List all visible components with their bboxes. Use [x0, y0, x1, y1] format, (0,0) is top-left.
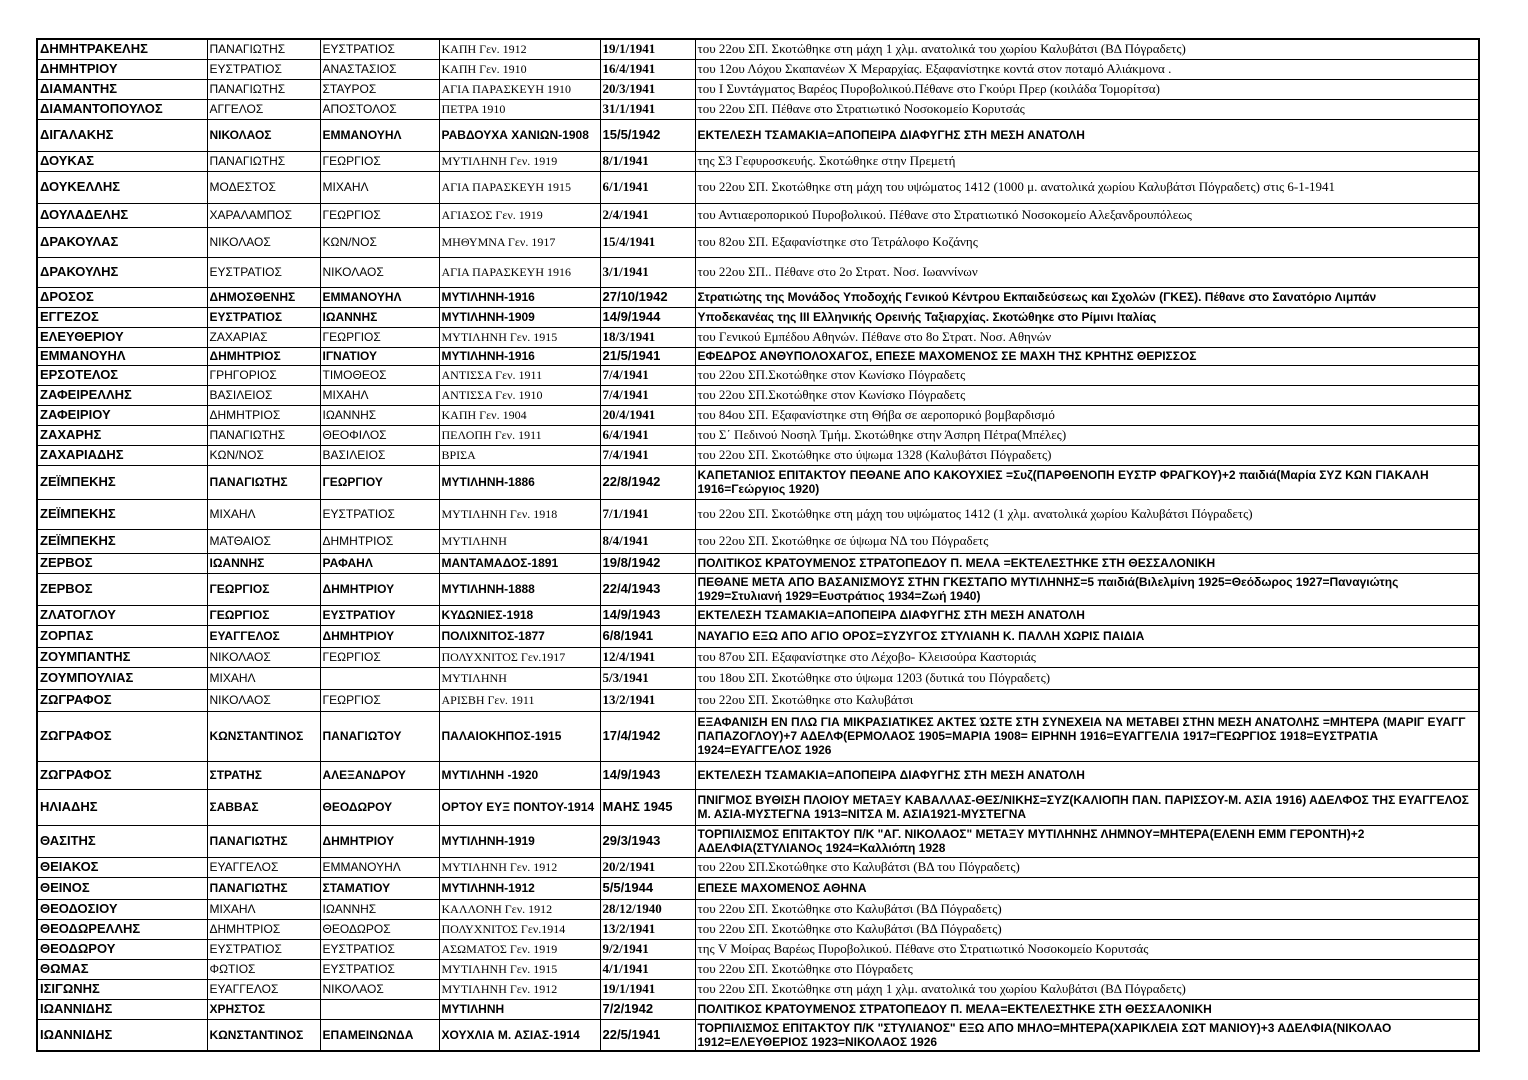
note-cell: του 22ου ΣΠ. Σκοτώθηκε στο Καλυβάτσι (ΒΔ Πόγραδετς) [695, 919, 1479, 939]
father-name-cell: ΓΕΩΡΓΙΟΥ [320, 465, 439, 499]
note-cell: ΕΚΤΕΛΕΣΗ ΤΣΑΜΑΚΙΑ=ΑΠΟΠΕΙΡΑ ΔΙΑΦΥΓΗΣ ΣΤΗ ΜΕΣΗ ΑΝΑΤΟΛΗ [695, 119, 1479, 151]
origin-cell: ΜΥΤΙΛΗΝΗ Γεν. 1912 [439, 857, 600, 877]
date-cell: 15/4/1941 [600, 227, 695, 257]
first-name-cell: ΕΥΣΤΡΑΤΙΟΣ [207, 939, 320, 959]
first-name-cell: ΠΑΝΑΓΙΩΤΗΣ [207, 39, 320, 59]
note-cell: ΠΝΙΓΜΟΣ ΒΥΘΙΣΗ ΠΛΟΙΟΥ ΜΕΤΑΞΥ ΚΑΒΑΛΛΑΣ-ΘΕΣ/ΝΙΚΗΣ=ΣΥΖ(ΚΑΛΙΟΠΗ ΠΑΝ. ΠΑΡΙΣΣΟΥ-Μ. ΑΣΙΑ 1916) ΑΔΕΛΦΟΣ ΤΗΣ ΕΥΑΓΓΕΛΟΣ Μ. ΑΣΙΑ-ΜΥΣΤΕΓΝΑ 1913=ΝΙΤΣΑ Μ. ΑΣΙΑ1921-ΜΥΣΤΕΓΝΑ [695, 789, 1479, 825]
first-name-cell: ΜΙΧΑΗΛ [207, 899, 320, 919]
note-cell: ΤΟΡΠΙΛΙΣΜΟΣ ΕΠΙΤΑΚΤΟΥ Π/Κ "ΣΤΥΛΙΑΝΟΣ" ΕΞΩ ΑΠΟ ΜΗΛΟ=ΜΗΤΕΡΑ(ΧΑΡΙΚΛΕΙΑ ΣΩΤ ΜΑΝΙΟΥ)+3 ΑΔΕΛΦΙΑ(ΝΙΚΟΛΑΟ 1912=ΕΛΕΥΘΕΡΙΟΣ 1923=ΝΙΚΟΛΑΟΣ 1926 [695, 1019, 1479, 1051]
first-name-cell: ΜΙΧΑΗΛ [207, 499, 320, 529]
note-cell: του Αντιαεροπορικού Πυροβολικού. Πέθανε στο Στρατιωτικό Νοσοκομείο Αλεξανδρουπόλεως [695, 203, 1479, 227]
note-cell: του 22ου ΣΠ. Σκοτώθηκε στη μάχη του υψώματος 1412 (1000 μ. ανατολικά χωρίου Καλυβάτσι Πόγραδετς) στις 6-1-1941 [695, 171, 1479, 203]
father-name-cell: ΔΗΜΗΤΡΙΟΣ [320, 529, 439, 553]
origin-cell: ΑΝΤΙΣΣΑ Γεν. 1910 [439, 385, 600, 405]
first-name-cell: ΔΗΜΗΤΡΙΟΣ [207, 919, 320, 939]
first-name-cell: ΜΟΔΕΣΤΟΣ [207, 171, 320, 203]
origin-cell: ΜΥΤΙΛΗΝΗ-1916 [439, 287, 600, 307]
date-cell: 8/1/1941 [600, 151, 695, 171]
table-row [37, 1019, 1479, 1051]
origin-cell: ΠΑΛΑΙΟΚΗΠΟΣ-1915 [439, 711, 600, 761]
note-cell: του 22ου ΣΠ.Σκοτώθηκε στο Καλυβάτσι (ΒΔ του Πόγραδετς) [695, 857, 1479, 877]
father-name-cell: ΝΙΚΟΛΑΟΣ [320, 257, 439, 287]
father-name-cell: ΔΗΜΗΤΡΙΟΥ [320, 625, 439, 647]
surname-cell: ΔΗΜΗΤΡΙΟΥ [37, 59, 207, 79]
origin-cell: ΜΥΤΙΛΗΝΗ-1919 [439, 825, 600, 857]
date-cell: 17/4/1942 [600, 711, 695, 761]
surname-cell: ΔΗΜΗΤΡΑΚΕΛΗΣ [37, 39, 207, 59]
first-name-cell: ΠΑΝΑΓΙΩΤΗΣ [207, 425, 320, 445]
date-cell: 18/3/1941 [600, 327, 695, 347]
father-name-cell [320, 999, 439, 1019]
date-cell: 13/2/1941 [600, 919, 695, 939]
date-cell: 22/8/1942 [600, 465, 695, 499]
table-row [37, 979, 1479, 999]
table-row [37, 203, 1479, 227]
origin-cell: ΚΥΔΩΝΙΕΣ-1918 [439, 605, 600, 625]
origin-cell: ΠΟΛΥΧΝΙΤΟΣ Γεν.1914 [439, 919, 600, 939]
surname-cell: ΔΙΑΜΑΝΤΗΣ [37, 79, 207, 99]
table-row [37, 79, 1479, 99]
note-cell: Υποδεκανέας της ΙΙΙ Ελληνικής Ορεινής Ταξιαρχίας. Σκοτώθηκε στο Ρίμινι Ιταλίας [695, 307, 1479, 327]
date-cell: 9/2/1941 [600, 939, 695, 959]
note-cell: ΕΦΕΔΡΟΣ ΑΝΘΥΠΟΛΟΧΑΓΟΣ, ΕΠΕΣΕ ΜΑΧΟΜΕΝΟΣ ΣΕ ΜΑΧΗ ΤΗΣ ΚΡΗΤΗΣ ΘΕΡΙΣΣΟΣ [695, 347, 1479, 365]
origin-cell: ΚΑΛΛΟΝΗ Γεν. 1912 [439, 899, 600, 919]
note-cell: ΕΚΤΕΛΕΣΗ ΤΣΑΜΑΚΙΑ=ΑΠΟΠΕΙΡΑ ΔΙΑΦΥΓΗΣ ΣΤΗ ΜΕΣΗ ΑΝΑΤΟΛΗ [695, 605, 1479, 625]
father-name-cell: ΔΗΜΗΤΡΙΟΥ [320, 825, 439, 857]
first-name-cell: ΠΑΝΑΓΙΩΤΗΣ [207, 79, 320, 99]
origin-cell: ΠΟΛΙΧΝΙΤΟΣ-1877 [439, 625, 600, 647]
first-name-cell: ΔΗΜΗΤΡΙΟΣ [207, 347, 320, 365]
surname-cell: ΕΜΜΑΝΟΥΗΛ [37, 347, 207, 365]
father-name-cell: ΘΕΟΔΩΡΟΣ [320, 919, 439, 939]
date-cell: 20/3/1941 [600, 79, 695, 99]
note-cell: του 22ου ΣΠ.Σκοτώθηκε στον Κωνίσκο Πόγραδετς [695, 385, 1479, 405]
origin-cell: ΑΓΙΑ ΠΑΡΑΣΚΕΥΗ 1910 [439, 79, 600, 99]
surname-cell: ΘΕΟΔΩΡΕΛΛΗΣ [37, 919, 207, 939]
father-name-cell: ΕΠΑΜΕΙΝΩΝΔΑ [320, 1019, 439, 1051]
table-row [37, 39, 1479, 59]
origin-cell: ΜΗΘΥΜΝΑ Γεν. 1917 [439, 227, 600, 257]
first-name-cell: ΕΥΣΤΡΑΤΙΟΣ [207, 257, 320, 287]
father-name-cell: ΤΙΜΟΘΕΟΣ [320, 365, 439, 385]
table-row [37, 257, 1479, 287]
date-cell: 21/5/1941 [600, 347, 695, 365]
origin-cell: ΜΥΤΙΛΗΝΗ Γεν. 1912 [439, 979, 600, 999]
surname-cell: ΕΓΓΕΖΟΣ [37, 307, 207, 327]
father-name-cell: ΣΤΑΜΑΤΙΟΥ [320, 877, 439, 899]
surname-cell: ΖΟΥΜΠΑΝΤΗΣ [37, 647, 207, 667]
surname-cell: ΖΛΑΤΟΓΛΟΥ [37, 605, 207, 625]
origin-cell: ΑΓΙΑ ΠΑΡΑΣΚΕΥΗ 1915 [439, 171, 600, 203]
first-name-cell: ΚΩΝΣΤΑΝΤΙΝΟΣ [207, 711, 320, 761]
father-name-cell: ΑΝΑΣΤΑΣΙΟΣ [320, 59, 439, 79]
table-row [37, 553, 1479, 573]
table-row [37, 711, 1479, 761]
note-cell: του 22ου ΣΠ. Πέθανε στο Στρατιωτικό Νοσοκομείο Κορυτσάς [695, 99, 1479, 119]
date-cell: ΜΑΗΣ 1945 [600, 789, 695, 825]
first-name-cell: ΠΑΝΑΓΙΩΤΗΣ [207, 825, 320, 857]
origin-cell: ΜΥΤΙΛΗΝΗ-1912 [439, 877, 600, 899]
father-name-cell: ΜΙΧΑΗΛ [320, 385, 439, 405]
surname-cell: ΖΕΪΜΠΕΚΗΣ [37, 529, 207, 553]
date-cell: 5/3/1941 [600, 667, 695, 689]
father-name-cell: ΕΥΣΤΡΑΤΙΟΥ [320, 605, 439, 625]
first-name-cell: ΓΡΗΓΟΡΙΟΣ [207, 365, 320, 385]
father-name-cell: ΕΜΜΑΝΟΥΗΛ [320, 857, 439, 877]
note-cell: του 82ου ΣΠ. Εξαφανίστηκε στο Τετράλοφο Κοζάνης [695, 227, 1479, 257]
father-name-cell: ΓΕΩΡΓΙΟΣ [320, 151, 439, 171]
date-cell: 6/4/1941 [600, 425, 695, 445]
note-cell: ΠΟΛΙΤΙΚΟΣ ΚΡΑΤΟΥΜΕΝΟΣ ΣΤΡΑΤΟΠΕΔΟΥ Π. ΜΕΛΑ=ΕΚΤΕΛΕΣΤΗΚΕ ΣΤΗ ΘΕΣΣΑΛΟΝΙΚΗ [695, 999, 1479, 1019]
father-name-cell: ΣΤΑΥΡΟΣ [320, 79, 439, 99]
table-row [37, 151, 1479, 171]
first-name-cell: ΣΤΡΑΤΗΣ [207, 761, 320, 789]
origin-cell: ΜΥΤΙΛΗΝΗ-1888 [439, 573, 600, 605]
father-name-cell: ΕΜΜΑΝΟΥΗΛ [320, 119, 439, 151]
date-cell: 31/1/1941 [600, 99, 695, 119]
table-row [37, 625, 1479, 647]
origin-cell: ΜΥΤΙΛΗΝΗ-1886 [439, 465, 600, 499]
table-row [37, 605, 1479, 625]
note-cell: του 22ου ΣΠ. Σκοτώθηκε σε ύψωμα ΝΔ του Πόγραδετς [695, 529, 1479, 553]
date-cell: 13/2/1941 [600, 689, 695, 711]
table-row [37, 385, 1479, 405]
table-row [37, 761, 1479, 789]
table-row [37, 327, 1479, 347]
first-name-cell: ΕΥΣΤΡΑΤΙΟΣ [207, 307, 320, 327]
table-row [37, 939, 1479, 959]
surname-cell: ΕΡΣΟΤΕΛΟΣ [37, 365, 207, 385]
father-name-cell: ΓΕΩΡΓΙΟΣ [320, 327, 439, 347]
origin-cell: ΑΣΩΜΑΤΟΣ Γεν. 1919 [439, 939, 600, 959]
note-cell: του 22ου ΣΠ. Σκοτώθηκε στο Καλυβάτσι [695, 689, 1479, 711]
table-row [37, 171, 1479, 203]
table-row [37, 689, 1479, 711]
table-row [37, 999, 1479, 1019]
table-row [37, 919, 1479, 939]
note-cell: ΕΚΤΕΛΕΣΗ ΤΣΑΜΑΚΙΑ=ΑΠΟΠΕΙΡΑ ΔΙΑΦΥΓΗΣ ΣΤΗ ΜΕΣΗ ΑΝΑΤΟΛΗ [695, 761, 1479, 789]
first-name-cell: ΜΙΧΑΗΛ [207, 667, 320, 689]
origin-cell: ΑΓΙΑ ΠΑΡΑΣΚΕΥΗ 1916 [439, 257, 600, 287]
date-cell: 22/5/1941 [600, 1019, 695, 1051]
origin-cell: ΚΑΠΗ Γεν. 1904 [439, 405, 600, 425]
surname-cell: ΘΕΙΑΚΟΣ [37, 857, 207, 877]
first-name-cell: ΧΑΡΑΛΑΜΠΟΣ [207, 203, 320, 227]
date-cell: 14/9/1943 [600, 605, 695, 625]
father-name-cell: ΕΥΣΤΡΑΤΙΟΣ [320, 499, 439, 529]
first-name-cell: ΒΑΣΙΛΕΙΟΣ [207, 385, 320, 405]
father-name-cell: ΑΠΟΣΤΟΛΟΣ [320, 99, 439, 119]
surname-cell: ΔΡΑΚΟΥΛΗΣ [37, 257, 207, 287]
first-name-cell: ΓΕΩΡΓΙΟΣ [207, 605, 320, 625]
note-cell: του 18ου ΣΠ. Σκοτώθηκε στο ύψωμα 1203 (δυτικά του Πόγραδετς) [695, 667, 1479, 689]
surname-cell: ΙΩΑΝΝΙΔΗΣ [37, 1019, 207, 1051]
origin-cell: ΜΥΤΙΛΗΝΗ Γεν. 1915 [439, 959, 600, 979]
table-row [37, 573, 1479, 605]
surname-cell: ΖΟΥΜΠΟΥΛΙΑΣ [37, 667, 207, 689]
father-name-cell: ΕΥΣΤΡΑΤΙΟΣ [320, 939, 439, 959]
surname-cell: ΖΕΡΒΟΣ [37, 553, 207, 573]
origin-cell: ΚΑΠΗ Γεν. 1910 [439, 59, 600, 79]
surname-cell: ΖΩΓΡΑΦΟΣ [37, 689, 207, 711]
table-row [37, 307, 1479, 327]
father-name-cell: ΙΩΑΝΝΗΣ [320, 307, 439, 327]
note-cell: του Γενικού Εμπέδου Αθηνών. Πέθανε στο 8ο Στρατ. Νοσ. Αθηνών [695, 327, 1479, 347]
origin-cell: ΠΕΤΡΑ 1910 [439, 99, 600, 119]
date-cell: 7/1/1941 [600, 499, 695, 529]
table-row [37, 499, 1479, 529]
date-cell: 14/9/1944 [600, 307, 695, 327]
first-name-cell: ΕΥΑΓΓΕΛΟΣ [207, 979, 320, 999]
surname-cell: ΙΣΙΓΩΝΗΣ [37, 979, 207, 999]
first-name-cell: ΕΥΣΤΡΑΤΙΟΣ [207, 59, 320, 79]
note-cell: του 22ου ΣΠ. Σκοτώθηκε στη μάχη 1 χλμ. ανατολικά του χωρίου Καλυβάτσι (ΒΔ Πόγραδετς) [695, 39, 1479, 59]
origin-cell: ΜΥΤΙΛΗΝΗ Γεν. 1915 [439, 327, 600, 347]
father-name-cell: ΒΑΣΙΛΕΙΟΣ [320, 445, 439, 465]
first-name-cell: ΙΩΑΝΝΗΣ [207, 553, 320, 573]
surname-cell: ΖΑΧΑΡΗΣ [37, 425, 207, 445]
surname-cell: ΔΟΥΚΑΣ [37, 151, 207, 171]
father-name-cell: ΝΙΚΟΛΑΟΣ [320, 979, 439, 999]
note-cell: του Ι Συντάγματος Βαρέος Πυροβολικού.Πέθανε στο Γκούρι Πρερ (κοιλάδα Τομορίτσα) [695, 79, 1479, 99]
table-row [37, 465, 1479, 499]
first-name-cell: ΦΩΤΙΟΣ [207, 959, 320, 979]
origin-cell: ΟΡΤΟΥ ΕΥΞ ΠΟΝΤΟΥ-1914 [439, 789, 600, 825]
surname-cell: ΖΩΓΡΑΦΟΣ [37, 761, 207, 789]
first-name-cell: ΖΑΧΑΡΙΑΣ [207, 327, 320, 347]
table-row [37, 445, 1479, 465]
first-name-cell: ΔΗΜΗΤΡΙΟΣ [207, 405, 320, 425]
origin-cell: ΜΥΤΙΛΗΝΗ [439, 999, 600, 1019]
table-row [37, 287, 1479, 307]
table-row [37, 789, 1479, 825]
table-row [37, 365, 1479, 385]
date-cell: 29/3/1943 [600, 825, 695, 857]
date-cell: 8/4/1941 [600, 529, 695, 553]
surname-cell: ΔΙΓΑΛΑΚΗΣ [37, 119, 207, 151]
surname-cell: ΖΩΓΡΑΦΟΣ [37, 711, 207, 761]
father-name-cell: ΙΩΑΝΝΗΣ [320, 405, 439, 425]
table-row [37, 425, 1479, 445]
date-cell: 27/10/1942 [600, 287, 695, 307]
table-row [37, 877, 1479, 899]
date-cell: 7/4/1941 [600, 385, 695, 405]
father-name-cell: ΘΕΟΔΩΡΟΥ [320, 789, 439, 825]
surname-cell: ΘΑΣΙΤΗΣ [37, 825, 207, 857]
origin-cell: ΜΥΤΙΛΗΝΗ -1920 [439, 761, 600, 789]
first-name-cell: ΑΓΓΕΛΟΣ [207, 99, 320, 119]
note-cell: Στρατιώτης της Μονάδος Υποδοχής Γενικού Κέντρου Εκπαιδεύσεως και Σχολών (ΓΚΕΣ). Πέθανε στο Σανατόριο Λιμπάν [695, 287, 1479, 307]
date-cell: 12/4/1941 [600, 647, 695, 667]
date-cell: 22/4/1943 [600, 573, 695, 605]
origin-cell: ΑΝΤΙΣΣΑ Γεν. 1911 [439, 365, 600, 385]
father-name-cell: ΑΛΕΞΑΝΔΡΟΥ [320, 761, 439, 789]
surname-cell: ΘΕΟΔΩΡΟΥ [37, 939, 207, 959]
father-name-cell: ΚΩΝ/ΝΟΣ [320, 227, 439, 257]
origin-cell: ΡΑΒΔΟΥΧΑ ΧΑΝΙΩΝ-1908 [439, 119, 600, 151]
date-cell: 2/4/1941 [600, 203, 695, 227]
father-name-cell: ΕΜΜΑΝΟΥΗΛ [320, 287, 439, 307]
first-name-cell: ΚΩΝΣΤΑΝΤΙΝΟΣ [207, 1019, 320, 1051]
first-name-cell: ΕΥΑΓΓΕΛΟΣ [207, 857, 320, 877]
origin-cell: ΜΥΤΙΛΗΝΗ-1909 [439, 307, 600, 327]
surname-cell: ΖΕΪΜΠΕΚΗΣ [37, 499, 207, 529]
table-row [37, 899, 1479, 919]
table-row [37, 99, 1479, 119]
surname-cell: ΘΩΜΑΣ [37, 959, 207, 979]
father-name-cell: ΡΑΦΑΗΛ [320, 553, 439, 573]
surname-cell: ΖΑΦΕΙΡΙΟΥ [37, 405, 207, 425]
date-cell: 19/1/1941 [600, 979, 695, 999]
date-cell: 20/4/1941 [600, 405, 695, 425]
table-row [37, 227, 1479, 257]
date-cell: 16/4/1941 [600, 59, 695, 79]
father-name-cell: ΓΕΩΡΓΙΟΣ [320, 689, 439, 711]
father-name-cell: ΙΩΑΝΝΗΣ [320, 899, 439, 919]
origin-cell: ΑΓΙΑΣΟΣ Γεν. 1919 [439, 203, 600, 227]
table-row [37, 857, 1479, 877]
date-cell: 5/5/1944 [600, 877, 695, 899]
father-name-cell: ΜΙΧΑΗΛ [320, 171, 439, 203]
note-cell: ΚΑΠΕΤΑΝΙΟΣ ΕΠΙΤΑΚΤΟΥ ΠΕΘΑΝΕ ΑΠΟ ΚΑΚΟΥΧΙΕΣ =Συζ(ΠΑΡΘΕΝΟΠΗ ΕΥΣΤΡ ΦΡΑΓΚΟΥ)+2 παιδιά(Μαρία ΣΥΖ ΚΩΝ ΓΙΑΚΑΛΗ 1916=Γεώργιος 1920) [695, 465, 1479, 499]
date-cell: 6/8/1941 [600, 625, 695, 647]
origin-cell: ΠΕΛΟΠΗ Γεν. 1911 [439, 425, 600, 445]
first-name-cell: ΝΙΚΟΛΑΟΣ [207, 689, 320, 711]
origin-cell: ΜΥΤΙΛΗΝΗ [439, 667, 600, 689]
father-name-cell: ΕΥΣΤΡΑΤΙΟΣ [320, 959, 439, 979]
surname-cell: ΙΩΑΝΝΙΔΗΣ [37, 999, 207, 1019]
origin-cell: ΒΡΙΣΑ [439, 445, 600, 465]
casualty-roster-table [36, 38, 1480, 1052]
note-cell: ΕΞΑΦΑΝΙΣΗ ΕΝ ΠΛΩ ΓΙΑ ΜΙΚΡΑΣΙΑΤΙΚΕΣ ΑΚΤΕΣ ΏΣΤΕ ΣΤΗ ΣΥΝΕΧΕΙΑ ΝΑ ΜΕΤΑΒΕΙ ΣΤΗΝ ΜΕΣΗ ΑΝΑΤΟΛΗΣ =ΜΗΤΕΡΑ (ΜΑΡΙΓ ΕΥΑΓΓ ΠΑΠΑΖΟΓΛΟΥ)+7 ΑΔΕΛΦ(ΕΡΜΟΛΑΟΣ 1905=ΜΑΡΙΑ 1908= ΕΙΡΗΝΗ 1916=ΕΥΑΓΓΕΛΙΑ 1917=ΓΕΩΡΓΙΟΣ 1918=ΕΥΣΤΡΑΤΙΑ 1924=ΕΥΑΓΓΕΛΟΣ 1926 [695, 711, 1479, 761]
origin-cell: ΧΟΥΧΛΙΑ Μ. ΑΣΙΑΣ-1914 [439, 1019, 600, 1051]
surname-cell: ΔΙΑΜΑΝΤΟΠΟΥΛΟΣ [37, 99, 207, 119]
note-cell: του 22ου ΣΠ.Σκοτώθηκε στον Κωνίσκο Πόγραδετς [695, 365, 1479, 385]
table-row [37, 405, 1479, 425]
date-cell: 7/2/1942 [600, 999, 695, 1019]
table-row [37, 825, 1479, 857]
father-name-cell: ΔΗΜΗΤΡΙΟΥ [320, 573, 439, 605]
note-cell: ΕΠΕΣΕ ΜΑΧΟΜΕΝΟΣ ΑΘΗΝΑ [695, 877, 1479, 899]
origin-cell: ΜΥΤΙΛΗΝΗ Γεν. 1918 [439, 499, 600, 529]
first-name-cell: ΝΙΚΟΛΑΟΣ [207, 119, 320, 151]
date-cell: 4/1/1941 [600, 959, 695, 979]
surname-cell: ΘΕΟΔΟΣΙΟΥ [37, 899, 207, 919]
father-name-cell: ΕΥΣΤΡΑΤΙΟΣ [320, 39, 439, 59]
first-name-cell: ΚΩΝ/ΝΟΣ [207, 445, 320, 465]
note-cell: του Σ΄ Πεδινού Νοσηλ Τμήμ. Σκοτώθηκε στην Άσπρη Πέτρα(Μπέλες) [695, 425, 1479, 445]
father-name-cell [320, 667, 439, 689]
note-cell: ΝΑΥΑΓΙΟ ΕΞΩ ΑΠΟ ΑΓΙΟ ΟΡΟΣ=ΣΥΖΥΓΟΣ ΣΤΥΛΙΑΝΗ Κ. ΠΑΛΛΗ ΧΩΡΙΣ ΠΑΙΔΙΑ [695, 625, 1479, 647]
first-name-cell: ΓΕΩΡΓΙΟΣ [207, 573, 320, 605]
first-name-cell: ΠΑΝΑΓΙΩΤΗΣ [207, 465, 320, 499]
date-cell: 20/2/1941 [600, 857, 695, 877]
origin-cell: ΜΑΝΤΑΜΑΔΟΣ-1891 [439, 553, 600, 573]
surname-cell: ΖΟΡΠΑΣ [37, 625, 207, 647]
first-name-cell: ΝΙΚΟΛΑΟΣ [207, 227, 320, 257]
table-row [37, 59, 1479, 79]
surname-cell: ΕΛΕΥΘΕΡΙΟΥ [37, 327, 207, 347]
surname-cell: ΘΕΙΝΟΣ [37, 877, 207, 899]
first-name-cell: ΕΥΑΓΓΕΛΟΣ [207, 625, 320, 647]
note-cell: ΠΕΘΑΝΕ ΜΕΤΑ ΑΠΟ ΒΑΣΑΝΙΣΜΟΥΣ ΣΤΗΝ ΓΚΕΣΤΑΠΟ ΜΥΤΙΛΗΝΗΣ=5 παιδιά(Βιλελμίνη 1925=Θεόδωρος 1927=Παναγιώτης 1929=Στυλιανή 1929=Ευστράτιος 1934=Ζωή 1940) [695, 573, 1479, 605]
surname-cell: ΖΑΧΑΡΙΑΔΗΣ [37, 445, 207, 465]
surname-cell: ΖΑΦΕΙΡΕΛΛΗΣ [37, 385, 207, 405]
note-cell: του 22ου ΣΠ. Σκοτώθηκε στη μάχη του υψώματος 1412 (1 χλμ. ανατολικά χωρίου Καλυβάτσι Πόγραδετς) [695, 499, 1479, 529]
date-cell: 7/4/1941 [600, 445, 695, 465]
surname-cell: ΖΕΡΒΟΣ [37, 573, 207, 605]
date-cell: 19/8/1942 [600, 553, 695, 573]
table-row [37, 119, 1479, 151]
surname-cell: ΔΟΥΚΕΛΛΗΣ [37, 171, 207, 203]
note-cell: ΤΟΡΠΙΛΙΣΜΟΣ ΕΠΙΤΑΚΤΟΥ Π/Κ "ΑΓ. ΝΙΚΟΛΑΟΣ" ΜΕΤΑΞΥ ΜΥΤΙΛΗΝΗΣ ΛΗΜΝΟΥ=ΜΗΤΕΡΑ(ΕΛΕΝΗ ΕΜΜ ΓΕΡΟΝΤΗ)+2 ΑΔΕΛΦΙΑ(ΣΤΥΛΙΑΝΟς 1924=Καλλιόπη 1928 [695, 825, 1479, 857]
surname-cell: ΖΕΪΜΠΕΚΗΣ [37, 465, 207, 499]
origin-cell: ΠΟΛΥΧΝΙΤΟΣ Γεν.1917 [439, 647, 600, 667]
date-cell: 3/1/1941 [600, 257, 695, 287]
first-name-cell: ΔΗΜΟΣΘΕΝΗΣ [207, 287, 320, 307]
first-name-cell: ΠΑΝΑΓΙΩΤΗΣ [207, 877, 320, 899]
first-name-cell: ΠΑΝΑΓΙΩΤΗΣ [207, 151, 320, 171]
roster-body [37, 39, 1479, 1051]
first-name-cell: ΧΡΗΣΤΟΣ [207, 999, 320, 1019]
surname-cell: ΔΡΟΣΟΣ [37, 287, 207, 307]
surname-cell: ΔΟΥΛΑΔΕΛΗΣ [37, 203, 207, 227]
table-row [37, 667, 1479, 689]
first-name-cell: ΝΙΚΟΛΑΟΣ [207, 647, 320, 667]
note-cell: της Σ3 Γεφυροσκευής. Σκοτώθηκε στην Πρεμετή [695, 151, 1479, 171]
father-name-cell: ΓΕΩΡΓΙΟΣ [320, 203, 439, 227]
date-cell: 19/1/1941 [600, 39, 695, 59]
first-name-cell: ΣΑΒΒΑΣ [207, 789, 320, 825]
note-cell: του 22ου ΣΠ. Σκοτώθηκε στο Καλυβάτσι (ΒΔ Πόγραδετς) [695, 899, 1479, 919]
table-row [37, 959, 1479, 979]
first-name-cell: ΜΑΤΘΑΙΟΣ [207, 529, 320, 553]
father-name-cell: ΙΓΝΑΤΙΟΥ [320, 347, 439, 365]
note-cell: του 84ου ΣΠ. Εξαφανίστηκε στη Θήβα σε αεροπορικό βομβαρδισμό [695, 405, 1479, 425]
origin-cell: ΜΥΤΙΛΗΝΗ-1916 [439, 347, 600, 365]
date-cell: 28/12/1940 [600, 899, 695, 919]
father-name-cell: ΓΕΩΡΓΙΟΣ [320, 647, 439, 667]
note-cell: του 22ου ΣΠ.. Πέθανε στο 2ο Στρατ. Νοσ. Ιωαννίνων [695, 257, 1479, 287]
origin-cell: ΜΥΤΙΛΗΝΗ Γεν. 1919 [439, 151, 600, 171]
note-cell: της V Μοίρας Βαρέως Πυροβολικού. Πέθανε στο Στρατιωτικό Νοσοκομείο Κορυτσάς [695, 939, 1479, 959]
date-cell: 15/5/1942 [600, 119, 695, 151]
surname-cell: ΗΛΙΑΔΗΣ [37, 789, 207, 825]
surname-cell: ΔΡΑΚΟΥΛΑΣ [37, 227, 207, 257]
father-name-cell: ΠΑΝΑΓΙΩΤΟΥ [320, 711, 439, 761]
date-cell: 7/4/1941 [600, 365, 695, 385]
origin-cell: ΑΡΙΣΒΗ Γεν. 1911 [439, 689, 600, 711]
table-row [37, 347, 1479, 365]
date-cell: 6/1/1941 [600, 171, 695, 203]
note-cell: ΠΟΛΙΤΙΚΟΣ ΚΡΑΤΟΥΜΕΝΟΣ ΣΤΡΑΤΟΠΕΔΟΥ Π. ΜΕΛΑ =ΕΚΤΕΛΕΣΤΗΚΕ ΣΤΗ ΘΕΣΣΑΛΟΝΙΚΗ [695, 553, 1479, 573]
table-row [37, 647, 1479, 667]
table-row [37, 529, 1479, 553]
note-cell: του 12ου Λόχου Σκαπανέων Χ Μεραρχίας. Εξαφανίστηκε κοντά στον ποταμό Αλιάκμονα . [695, 59, 1479, 79]
note-cell: του 87ου ΣΠ. Εξαφανίστηκε στο Λέχοβο- Κλεισούρα Καστοριάς [695, 647, 1479, 667]
note-cell: του 22ου ΣΠ. Σκοτώθηκε στο Πόγραδετς [695, 959, 1479, 979]
note-cell: του 22ου ΣΠ. Σκοτώθηκε στη μάχη 1 χλμ. ανατολικά του χωρίου Καλυβάτσι (ΒΔ Πόγραδετς) [695, 979, 1479, 999]
note-cell: του 22ου ΣΠ. Σκοτώθηκε στο ύψωμα 1328 (Καλυβάτσι Πόγραδετς) [695, 445, 1479, 465]
origin-cell: ΜΥΤΙΛΗΝΗ [439, 529, 600, 553]
date-cell: 14/9/1943 [600, 761, 695, 789]
origin-cell: ΚΑΠΗ Γεν. 1912 [439, 39, 600, 59]
father-name-cell: ΘΕΟΦΙΛΟΣ [320, 425, 439, 445]
